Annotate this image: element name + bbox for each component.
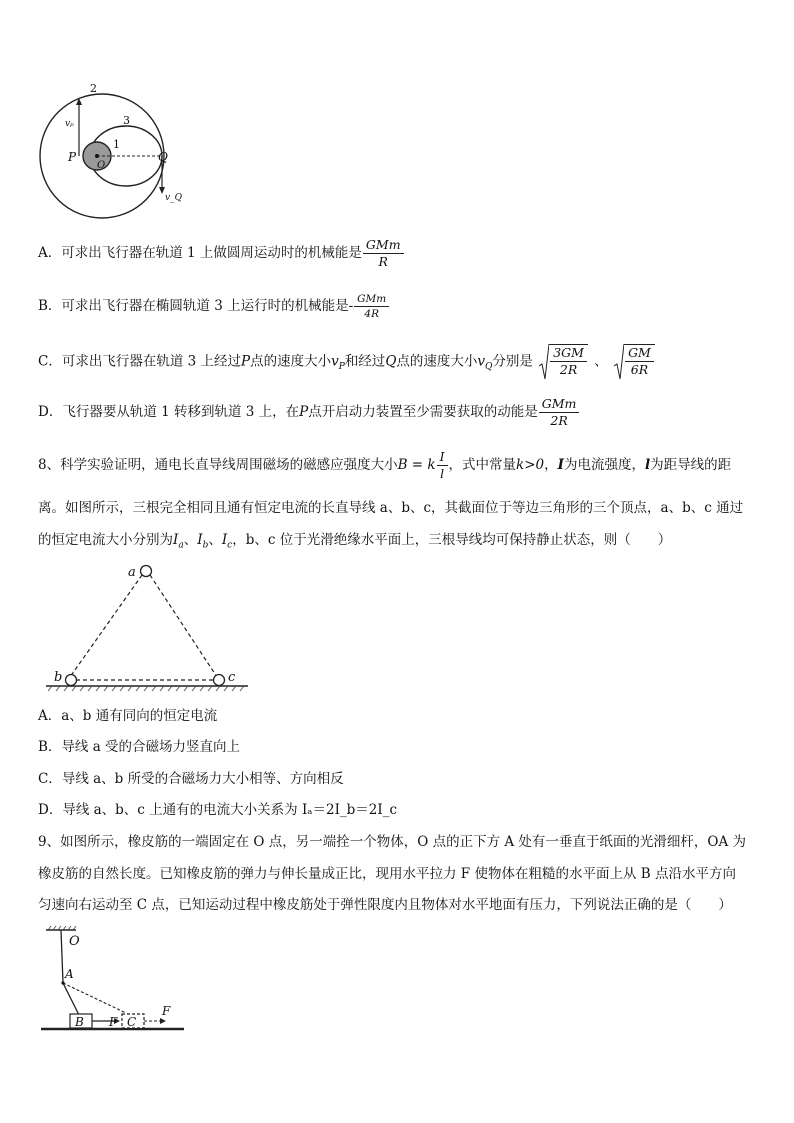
wire-a-label: a xyxy=(128,565,136,580)
p-label: P xyxy=(68,150,77,164)
orbit-figure xyxy=(34,80,184,220)
ground-hatch xyxy=(48,686,244,691)
wire-c-label: c xyxy=(228,670,236,685)
q9-stem-line-3: 匀速向右运动至 C 点，已知运动过程中橡皮筋处于弹性限度内且物体对水平地面有压力，下列说法正确的是（ ） xyxy=(38,897,732,913)
o-label: O xyxy=(97,160,106,171)
force-f-label-2: F xyxy=(162,1004,171,1018)
wire-b xyxy=(66,675,77,686)
rubber-band-ac xyxy=(63,983,126,1013)
q9-stem-line-1: 9、如图所示，橡皮筋的一端固定在 O 点，另一端拴一个物体，O 点的正下方 A 处有一垂直于纸面的光滑细杆，OA 为 xyxy=(38,834,747,850)
point-o-label: O xyxy=(69,934,80,949)
rubber-band-figure xyxy=(36,925,186,1037)
force-f-arrowhead-c xyxy=(160,1018,166,1024)
fraction: $\frac{I}{l}$ xyxy=(437,450,448,481)
block-b-label: B xyxy=(75,1015,84,1029)
ab-dashed-line xyxy=(70,575,142,677)
rubber-band-oa xyxy=(61,930,63,983)
q8-option-b: B．导线 a 受的合磁场力竖直向上 xyxy=(38,739,241,755)
q8-stem-line-3: 的恒定电流大小分别为$I_a$、$I_b$、$I_c$，b、c 位于光滑绝缘水平面上，三根导线均可保持静止状态，则（ ） xyxy=(38,532,672,551)
q9-stem-line-2: 橡皮筋的自然长度。已知橡皮筋的弹力与伸长量成正比，现用水平拉力 F 使物体在粗糙的水平面上从 B 点沿水平方向 xyxy=(38,866,736,882)
vp-label: vₚ xyxy=(65,119,74,129)
rod-a xyxy=(61,981,64,984)
vq-label: v_Q xyxy=(165,193,182,203)
block-c-label: C xyxy=(127,1015,137,1029)
wire-a xyxy=(141,566,152,577)
wire-b-label: b xyxy=(54,670,63,685)
q8-option-c: C．导线 a、b 所受的合磁场力大小相等、方向相反 xyxy=(38,771,344,787)
q8-option-d: D．导线 a、b、c 上通有的电流大小关系为 Iₐ＝2I_b＝2I_c xyxy=(38,802,398,818)
q7-option-d: D．飞行器要从轨道 1 转移到轨道 3 上，在P点开启动力装置至少需要获取的动能是 $\frac{\text{GMm}}{2R}$ xyxy=(38,397,580,428)
fraction: $\frac{\text{GMm}}{4R}$ xyxy=(354,293,389,320)
fraction: $\frac{\text{GMm}}{2R}$ xyxy=(539,397,580,428)
force-f-label-1: F xyxy=(109,1015,118,1029)
q7-option-c: C．可求出飞行器在轨道 3 上经过P点的速度大小$v_P$和经过Q点的速度大小$v_Q$分别是 $\frac{3GM}{2R}$ 、 $\frac{GM}{6R}$ xyxy=(38,344,657,380)
sqrt-expression xyxy=(614,344,655,380)
ac-dashed-line xyxy=(150,575,217,677)
q8-stem-line-2: 离。如图所示，三根完全相同且通有恒定电流的长直导线 a、b、c，其截面位于等边三角形的三个顶点，a、b、c 通过 xyxy=(38,500,744,516)
orbit-2-label: 2 xyxy=(90,82,97,95)
q7-option-b: B．可求出飞行器在椭圆轨道 3 上运行时的机械能是- $\frac{\text{GMm}}{4R}$ xyxy=(38,293,390,320)
fraction: $\frac{\text{GMm}}{R}$ xyxy=(363,238,404,269)
fraction: $\frac{GM}{6R}$ xyxy=(625,346,654,377)
rubber-band-ab xyxy=(63,983,79,1015)
q-label: Q xyxy=(158,150,168,164)
wire-c xyxy=(214,675,225,686)
q7-option-a: A．可求出飞行器在轨道 1 上做圆周运动时的机械能是 $\frac{\text{GMm}}{R}$ xyxy=(38,238,405,269)
point-a-label: A xyxy=(65,967,74,981)
q8-stem-line-1: 8、科学实验证明，通电长直导线周围磁场的磁感应强度大小B = k $\frac{I}{l}$ ，式中常量k>0，I为电流强度，l为距导线的距 xyxy=(38,449,732,481)
fraction: $\frac{3GM}{2R}$ xyxy=(550,346,587,377)
orbit-1-label: 1 xyxy=(113,138,120,151)
q8-option-a: A．a、b 通有同向的恒定电流 xyxy=(38,708,218,724)
sqrt-expression xyxy=(539,344,588,380)
triangle-wires-figure xyxy=(36,560,258,695)
orbit-3-label: 3 xyxy=(123,114,130,127)
